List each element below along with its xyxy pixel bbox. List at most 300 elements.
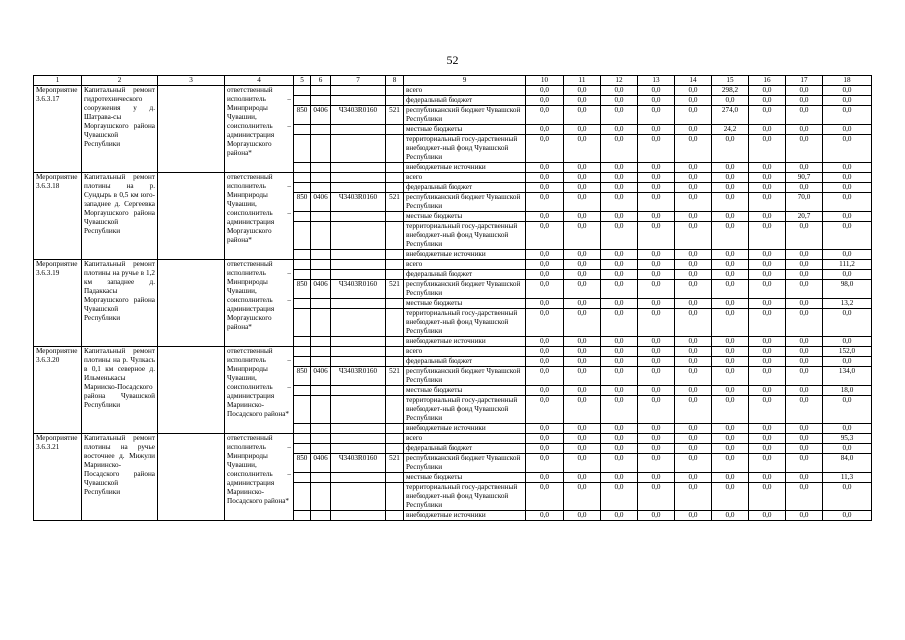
budget-code-empty — [386, 96, 404, 106]
measure-executor: ответственный исполнитель – Минприроды Чувашии, соисполнитель – администрация Моргаушского района* — [225, 86, 294, 173]
funding-source: внебюджетные источники — [404, 424, 526, 434]
column-number: 8 — [386, 76, 404, 86]
budget-code-empty — [294, 347, 311, 357]
value-cell: 11,3 — [823, 473, 872, 483]
table-row — [34, 86, 872, 96]
value-cell: 0,0 — [638, 386, 675, 396]
value-cell: 0,0 — [638, 337, 675, 347]
value-cell: 0,0 — [638, 511, 675, 521]
budget-code-empty — [294, 212, 311, 222]
value-cell: 0,0 — [823, 135, 872, 163]
value-cell: 0,0 — [675, 357, 712, 367]
budget-code: Ч3403R0160 — [331, 193, 386, 212]
value-cell: 84,0 — [823, 454, 872, 473]
budget-code-empty — [311, 222, 331, 250]
budget-code-empty — [331, 337, 386, 347]
value-cell: 0,0 — [638, 106, 675, 125]
budget-code-empty — [294, 444, 311, 454]
value-cell: 0,0 — [601, 106, 638, 125]
budget-code-empty — [311, 396, 331, 424]
value-cell: 0,0 — [712, 250, 749, 260]
budget-code-empty — [311, 483, 331, 511]
value-cell: 0,0 — [712, 337, 749, 347]
value-cell: 0,0 — [749, 106, 786, 125]
budget-code-empty — [311, 125, 331, 135]
value-cell: 0,0 — [823, 163, 872, 173]
value-cell: 0,0 — [526, 86, 564, 96]
budget-code-empty — [294, 135, 311, 163]
value-cell: 0,0 — [526, 357, 564, 367]
funding-source: федеральный бюджет — [404, 444, 526, 454]
value-cell: 274,0 — [712, 106, 749, 125]
value-cell: 0,0 — [675, 250, 712, 260]
value-cell: 0,0 — [675, 163, 712, 173]
value-cell: 0,0 — [712, 511, 749, 521]
value-cell: 0,0 — [786, 386, 823, 396]
funding-source: республиканский бюджет Чувашской Республики — [404, 280, 526, 299]
value-cell: 0,0 — [712, 270, 749, 280]
value-cell: 0,0 — [749, 483, 786, 511]
value-cell: 95,3 — [823, 434, 872, 444]
budget-code-empty — [294, 357, 311, 367]
value-cell: 0,0 — [564, 444, 601, 454]
value-cell: 0,0 — [749, 212, 786, 222]
budget-code-empty — [386, 299, 404, 309]
value-cell: 0,0 — [823, 424, 872, 434]
value-cell: 0,0 — [526, 309, 564, 337]
budget-code-empty — [386, 212, 404, 222]
budget-code-empty — [386, 473, 404, 483]
budget-code-empty — [386, 260, 404, 270]
budget-code-empty — [294, 424, 311, 434]
budget-code-empty — [331, 212, 386, 222]
measure-executor: ответственный исполнитель – Минприроды Чувашии, соисполнитель – администрация Мариинско-Посадского района* — [225, 434, 294, 521]
value-cell: 0,0 — [786, 280, 823, 299]
value-cell: 0,0 — [675, 86, 712, 96]
value-cell: 0,0 — [638, 347, 675, 357]
value-cell: 0,0 — [526, 424, 564, 434]
value-cell: 0,0 — [601, 434, 638, 444]
funding-source: местные бюджеты — [404, 125, 526, 135]
budget-code-empty — [311, 96, 331, 106]
value-cell: 0,0 — [749, 337, 786, 347]
value-cell: 0,0 — [712, 193, 749, 212]
value-cell: 0,0 — [564, 386, 601, 396]
table-row — [34, 173, 872, 183]
funding-source: федеральный бюджет — [404, 270, 526, 280]
value-cell: 0,0 — [749, 260, 786, 270]
measure-name: Капитальный ремонт плотины на р. Чулкась в 0,1 км северное д. Ильменькасы Марииско-Посадского района Чувашской Республики — [82, 347, 158, 434]
value-cell: 0,0 — [564, 337, 601, 347]
value-cell: 0,0 — [601, 424, 638, 434]
value-cell: 0,0 — [712, 183, 749, 193]
budget-code-empty — [331, 270, 386, 280]
value-cell: 0,0 — [526, 280, 564, 299]
column-number: 7 — [331, 76, 386, 86]
value-cell: 0,0 — [638, 86, 675, 96]
value-cell: 0,0 — [675, 337, 712, 347]
budget-code-empty — [311, 444, 331, 454]
budget-code-empty — [386, 135, 404, 163]
value-cell: 0,0 — [564, 86, 601, 96]
value-cell: 0,0 — [749, 434, 786, 444]
value-cell: 0,0 — [601, 511, 638, 521]
measure-name: Капитальный ремонт плотины на р. Сундырь в 0,5 км юго-западнее д. Сергеевка Моргаушского района Чувашской Республики — [82, 173, 158, 260]
value-cell: 0,0 — [823, 511, 872, 521]
value-cell: 0,0 — [601, 125, 638, 135]
value-cell: 0,0 — [675, 473, 712, 483]
value-cell: 0,0 — [564, 96, 601, 106]
value-cell: 0,0 — [638, 473, 675, 483]
value-cell: 0,0 — [675, 222, 712, 250]
budget-code-empty — [331, 357, 386, 367]
budget-code: 0406 — [311, 454, 331, 473]
budget-code-empty — [386, 434, 404, 444]
value-cell: 0,0 — [749, 511, 786, 521]
value-cell: 0,0 — [749, 163, 786, 173]
value-cell: 0,0 — [749, 193, 786, 212]
value-cell: 0,0 — [601, 212, 638, 222]
budget-code-empty — [311, 270, 331, 280]
value-cell: 0,0 — [601, 483, 638, 511]
value-cell: 0,0 — [786, 183, 823, 193]
value-cell: 0,0 — [638, 367, 675, 386]
value-cell: 0,0 — [564, 424, 601, 434]
value-cell: 0,0 — [526, 337, 564, 347]
value-cell: 0,0 — [564, 347, 601, 357]
value-cell: 0,0 — [675, 270, 712, 280]
value-cell: 18,0 — [823, 386, 872, 396]
funding-source: всего — [404, 434, 526, 444]
value-cell: 0,0 — [564, 511, 601, 521]
budget-code-empty — [331, 444, 386, 454]
value-cell: 0,0 — [526, 212, 564, 222]
value-cell: 0,0 — [675, 511, 712, 521]
value-cell: 0,0 — [601, 270, 638, 280]
value-cell: 0,0 — [526, 135, 564, 163]
funding-source: внебюджетные источники — [404, 250, 526, 260]
value-cell: 20,7 — [786, 212, 823, 222]
value-cell: 0,0 — [675, 444, 712, 454]
budget-code-empty — [386, 347, 404, 357]
value-cell: 0,0 — [786, 444, 823, 454]
funding-source: территориальный госу-дарственный внебюджет-ный фонд Чувашской Республики — [404, 309, 526, 337]
budget-code: 521 — [386, 367, 404, 386]
measure-executor: ответственный исполнитель – Минприроды Чувашии, соисполнитель – администрация Мариинско-Посадского района* — [225, 347, 294, 434]
value-cell: 0,0 — [749, 86, 786, 96]
value-cell: 0,0 — [564, 367, 601, 386]
budget-code: 0406 — [311, 106, 331, 125]
budget-code-empty — [311, 212, 331, 222]
value-cell: 0,0 — [601, 173, 638, 183]
budget-code-empty — [386, 183, 404, 193]
value-cell: 0,0 — [526, 299, 564, 309]
funding-source: местные бюджеты — [404, 212, 526, 222]
budget-code-empty — [294, 250, 311, 260]
value-cell: 152,0 — [823, 347, 872, 357]
value-cell: 0,0 — [638, 135, 675, 163]
value-cell: 0,0 — [526, 454, 564, 473]
page-number: 52 — [446, 53, 459, 67]
budget-code-empty — [311, 473, 331, 483]
value-cell: 0,0 — [675, 106, 712, 125]
value-cell: 0,0 — [564, 434, 601, 444]
value-cell: 0,0 — [564, 125, 601, 135]
value-cell: 0,0 — [675, 396, 712, 424]
budget-code-empty — [311, 347, 331, 357]
value-cell: 0,0 — [526, 193, 564, 212]
value-cell: 0,0 — [749, 357, 786, 367]
value-cell: 0,0 — [786, 434, 823, 444]
budget-code-empty — [386, 424, 404, 434]
value-cell: 0,0 — [712, 222, 749, 250]
value-cell: 0,0 — [823, 96, 872, 106]
value-cell: 0,0 — [712, 96, 749, 106]
value-cell: 0,0 — [786, 367, 823, 386]
value-cell: 0,0 — [526, 96, 564, 106]
budget-code-empty — [386, 309, 404, 337]
value-cell: 0,0 — [786, 424, 823, 434]
value-cell: 0,0 — [601, 357, 638, 367]
budget-code: 850 — [294, 106, 311, 125]
budget-code-empty — [386, 337, 404, 347]
budget-code-empty — [311, 173, 331, 183]
value-cell: 0,0 — [564, 299, 601, 309]
budget-code-empty — [386, 511, 404, 521]
value-cell: 0,0 — [823, 125, 872, 135]
empty-cell — [158, 347, 225, 434]
value-cell: 0,0 — [526, 444, 564, 454]
value-cell: 0,0 — [564, 106, 601, 125]
value-cell: 0,0 — [564, 135, 601, 163]
funding-source: всего — [404, 260, 526, 270]
value-cell: 0,0 — [749, 386, 786, 396]
budget-code: 850 — [294, 367, 311, 386]
value-cell: 0,0 — [749, 250, 786, 260]
measure-label: Мероприятие 3.6.3.17 — [34, 86, 82, 173]
budget-code-empty — [294, 96, 311, 106]
budget-code-empty — [331, 396, 386, 424]
value-cell: 0,0 — [526, 173, 564, 183]
value-cell: 0,0 — [526, 347, 564, 357]
value-cell: 0,0 — [601, 193, 638, 212]
column-number: 4 — [225, 76, 294, 86]
budget-code-empty — [331, 260, 386, 270]
column-number: 3 — [158, 76, 225, 86]
table-row — [34, 434, 872, 444]
value-cell: 0,0 — [526, 250, 564, 260]
value-cell: 0,0 — [786, 337, 823, 347]
funding-source: внебюджетные источники — [404, 511, 526, 521]
budget-code-empty — [311, 434, 331, 444]
value-cell: 0,0 — [786, 135, 823, 163]
value-cell: 0,0 — [564, 193, 601, 212]
budget-code-empty — [386, 86, 404, 96]
column-number: 1 — [34, 76, 82, 86]
funding-source: территориальный госу-дарственный внебюджет-ный фонд Чувашской Республики — [404, 222, 526, 250]
budget-code: 850 — [294, 454, 311, 473]
value-cell: 0,0 — [564, 270, 601, 280]
budget-code-empty — [386, 357, 404, 367]
budget-code-empty — [386, 222, 404, 250]
empty-cell — [158, 434, 225, 521]
budget-code-empty — [311, 357, 331, 367]
value-cell: 0,0 — [526, 270, 564, 280]
value-cell: 0,0 — [786, 473, 823, 483]
value-cell: 0,0 — [675, 96, 712, 106]
value-cell: 0,0 — [786, 511, 823, 521]
budget-code-empty — [386, 163, 404, 173]
value-cell: 0,0 — [675, 280, 712, 299]
budget-code-empty — [294, 434, 311, 444]
value-cell: 0,0 — [564, 260, 601, 270]
budget-code-empty — [331, 424, 386, 434]
column-number: 13 — [638, 76, 675, 86]
budget-code-empty — [294, 299, 311, 309]
value-cell: 0,0 — [749, 270, 786, 280]
value-cell: 0,0 — [564, 183, 601, 193]
column-number: 16 — [749, 76, 786, 86]
value-cell: 0,0 — [675, 135, 712, 163]
budget-code-empty — [311, 299, 331, 309]
budget-code: Ч3403R0160 — [331, 367, 386, 386]
value-cell: 0,0 — [601, 386, 638, 396]
budget-code: 0406 — [311, 367, 331, 386]
value-cell: 0,0 — [526, 125, 564, 135]
value-cell: 0,0 — [675, 424, 712, 434]
column-number: 10 — [526, 76, 564, 86]
value-cell: 0,0 — [786, 260, 823, 270]
budget-code-empty — [294, 309, 311, 337]
value-cell: 0,0 — [712, 135, 749, 163]
budget-code-empty — [331, 299, 386, 309]
value-cell: 0,0 — [823, 483, 872, 511]
value-cell: 0,0 — [675, 260, 712, 270]
funding-source: всего — [404, 347, 526, 357]
measure-name: Капитальный ремонт плотины на ручье в 1,2 км западнее д. Падаккасы Моргаушского района Чувашской Республики — [82, 260, 158, 347]
funding-source: местные бюджеты — [404, 299, 526, 309]
value-cell: 0,0 — [712, 396, 749, 424]
funding-source: республиканский бюджет Чувашской Республики — [404, 367, 526, 386]
value-cell: 0,0 — [712, 173, 749, 183]
value-cell: 0,0 — [638, 193, 675, 212]
budget-code-empty — [311, 386, 331, 396]
value-cell: 0,0 — [638, 270, 675, 280]
column-number: 5 — [294, 76, 311, 86]
value-cell: 0,0 — [823, 173, 872, 183]
table-row — [34, 260, 872, 270]
budget-code: Ч3403R0160 — [331, 106, 386, 125]
value-cell: 0,0 — [675, 183, 712, 193]
value-cell: 0,0 — [564, 483, 601, 511]
value-cell: 0,0 — [638, 280, 675, 299]
budget-code-empty — [294, 260, 311, 270]
value-cell: 0,0 — [749, 424, 786, 434]
value-cell: 0,0 — [564, 222, 601, 250]
value-cell: 0,0 — [749, 183, 786, 193]
value-cell: 0,0 — [749, 280, 786, 299]
value-cell: 0,0 — [712, 347, 749, 357]
value-cell: 134,0 — [823, 367, 872, 386]
empty-cell — [158, 86, 225, 173]
budget-code-empty — [331, 434, 386, 444]
measure-label: Мероприятие 3.6.3.18 — [34, 173, 82, 260]
budget-code-empty — [331, 511, 386, 521]
value-cell: 0,0 — [749, 473, 786, 483]
value-cell: 0,0 — [823, 106, 872, 125]
budget-code-empty — [294, 86, 311, 96]
budget-code-empty — [331, 250, 386, 260]
value-cell: 0,0 — [712, 212, 749, 222]
value-cell: 0,0 — [526, 183, 564, 193]
empty-cell — [158, 260, 225, 347]
value-cell: 0,0 — [823, 193, 872, 212]
value-cell: 0,0 — [786, 299, 823, 309]
value-cell: 0,0 — [823, 212, 872, 222]
budget-code-empty — [331, 483, 386, 511]
value-cell: 0,0 — [749, 454, 786, 473]
column-number: 12 — [601, 76, 638, 86]
funding-source: внебюджетные источники — [404, 163, 526, 173]
value-cell: 0,0 — [712, 299, 749, 309]
budget-code: 521 — [386, 454, 404, 473]
value-cell: 0,0 — [638, 96, 675, 106]
value-cell: 0,0 — [675, 483, 712, 511]
funding-source: республиканский бюджет Чувашской Республики — [404, 106, 526, 125]
table-row — [34, 347, 872, 357]
value-cell: 0,0 — [786, 125, 823, 135]
value-cell: 0,0 — [712, 386, 749, 396]
funding-source: местные бюджеты — [404, 473, 526, 483]
value-cell: 0,0 — [823, 396, 872, 424]
value-cell: 0,0 — [749, 135, 786, 163]
budget-code: Ч3403R0160 — [331, 280, 386, 299]
value-cell: 0,0 — [786, 222, 823, 250]
budget-code: 521 — [386, 193, 404, 212]
budget-code-empty — [331, 173, 386, 183]
value-cell: 0,0 — [638, 183, 675, 193]
budget-code-empty — [311, 424, 331, 434]
budget-code-empty — [386, 270, 404, 280]
budget-code-empty — [386, 386, 404, 396]
value-cell: 0,0 — [564, 357, 601, 367]
value-cell: 0,0 — [564, 309, 601, 337]
value-cell: 0,0 — [601, 135, 638, 163]
value-cell: 0,0 — [675, 454, 712, 473]
value-cell: 298,2 — [712, 86, 749, 96]
budget-code-empty — [386, 483, 404, 511]
value-cell: 0,0 — [601, 260, 638, 270]
value-cell: 13,2 — [823, 299, 872, 309]
value-cell: 0,0 — [712, 473, 749, 483]
value-cell: 0,0 — [601, 86, 638, 96]
value-cell: 0,0 — [712, 260, 749, 270]
budget-code-empty — [386, 250, 404, 260]
value-cell: 0,0 — [749, 309, 786, 337]
value-cell: 0,0 — [786, 357, 823, 367]
value-cell: 0,0 — [526, 473, 564, 483]
value-cell: 0,0 — [786, 163, 823, 173]
funding-source: федеральный бюджет — [404, 183, 526, 193]
value-cell: 0,0 — [712, 434, 749, 444]
budget-code-empty — [294, 125, 311, 135]
value-cell: 0,0 — [638, 212, 675, 222]
column-number: 6 — [311, 76, 331, 86]
value-cell: 0,0 — [749, 347, 786, 357]
value-cell: 0,0 — [564, 280, 601, 299]
budget-code-empty — [294, 337, 311, 347]
funding-source: территориальный госу-дарственный внебюджет-ный фонд Чувашской Республики — [404, 483, 526, 511]
